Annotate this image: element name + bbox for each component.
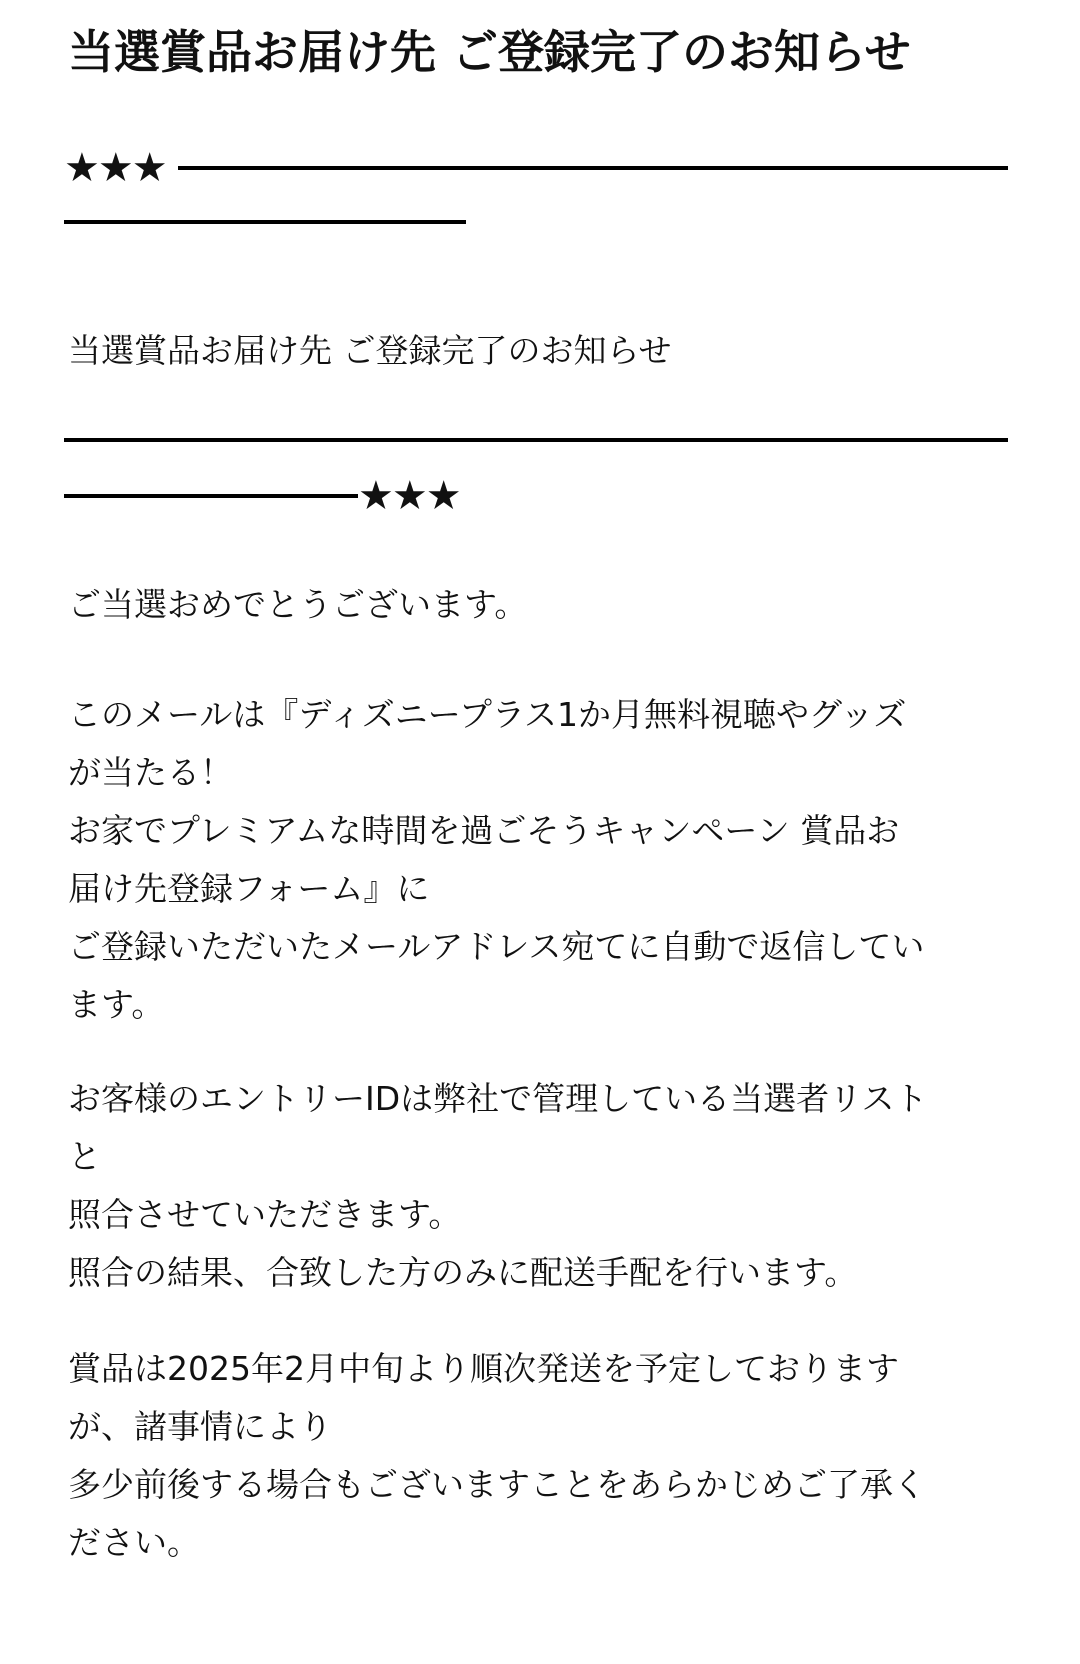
text-line: お客様のエントリーIDは弊社で管理している当選者リスト	[68, 1079, 928, 1118]
text-line: 多少前後する場合もございますことをあらかじめご了承く	[68, 1465, 926, 1504]
text-line: ご当選おめでとうございます。	[68, 585, 528, 624]
paragraph-shipping	[68, 1340, 1013, 1572]
text-line: このメールは『ディズニープラス1か月無料視聴やグッズ	[68, 695, 907, 734]
greeting-text	[68, 576, 1013, 634]
text-line: と	[68, 1137, 101, 1176]
top-star-divider	[64, 140, 1008, 240]
text-line: ださい。	[68, 1523, 200, 1562]
divider-line	[64, 494, 358, 498]
text-line: 届け先登録フォーム』に	[68, 869, 430, 908]
text-line: 照合の結果、合致した方のみに配送手配を行います。	[68, 1253, 858, 1292]
bottom-star-divider	[68, 430, 1008, 530]
text-line: ます。	[68, 985, 165, 1024]
text-line: 照合させていただきます。	[68, 1195, 462, 1234]
text-line: が当たる！	[68, 753, 233, 792]
text-line: ご登録いただいたメールアドレス宛てに自動で返信してい	[68, 927, 925, 966]
paragraph-verification	[68, 1070, 1013, 1302]
divider-line	[64, 220, 466, 224]
divider-line	[178, 166, 1008, 170]
star-icons-top: ★★★	[64, 145, 166, 191]
text-line: お家でプレミアムな時間を過ごそうキャンペーン 賞品お	[68, 811, 900, 850]
text-line: が、諸事情により	[68, 1407, 332, 1446]
star-icons-bottom: ★★★	[358, 473, 460, 519]
banner-subtitle: 当選賞品お届け先 ご登録完了のお知らせ	[68, 331, 672, 370]
email-title: 当選賞品お届け先 ご登録完了のお知らせ	[68, 25, 911, 79]
text-line: 賞品は2025年2月中旬より順次発送を予定しております	[68, 1349, 899, 1388]
divider-line	[64, 438, 1008, 442]
paragraph-notice	[68, 686, 1013, 1034]
